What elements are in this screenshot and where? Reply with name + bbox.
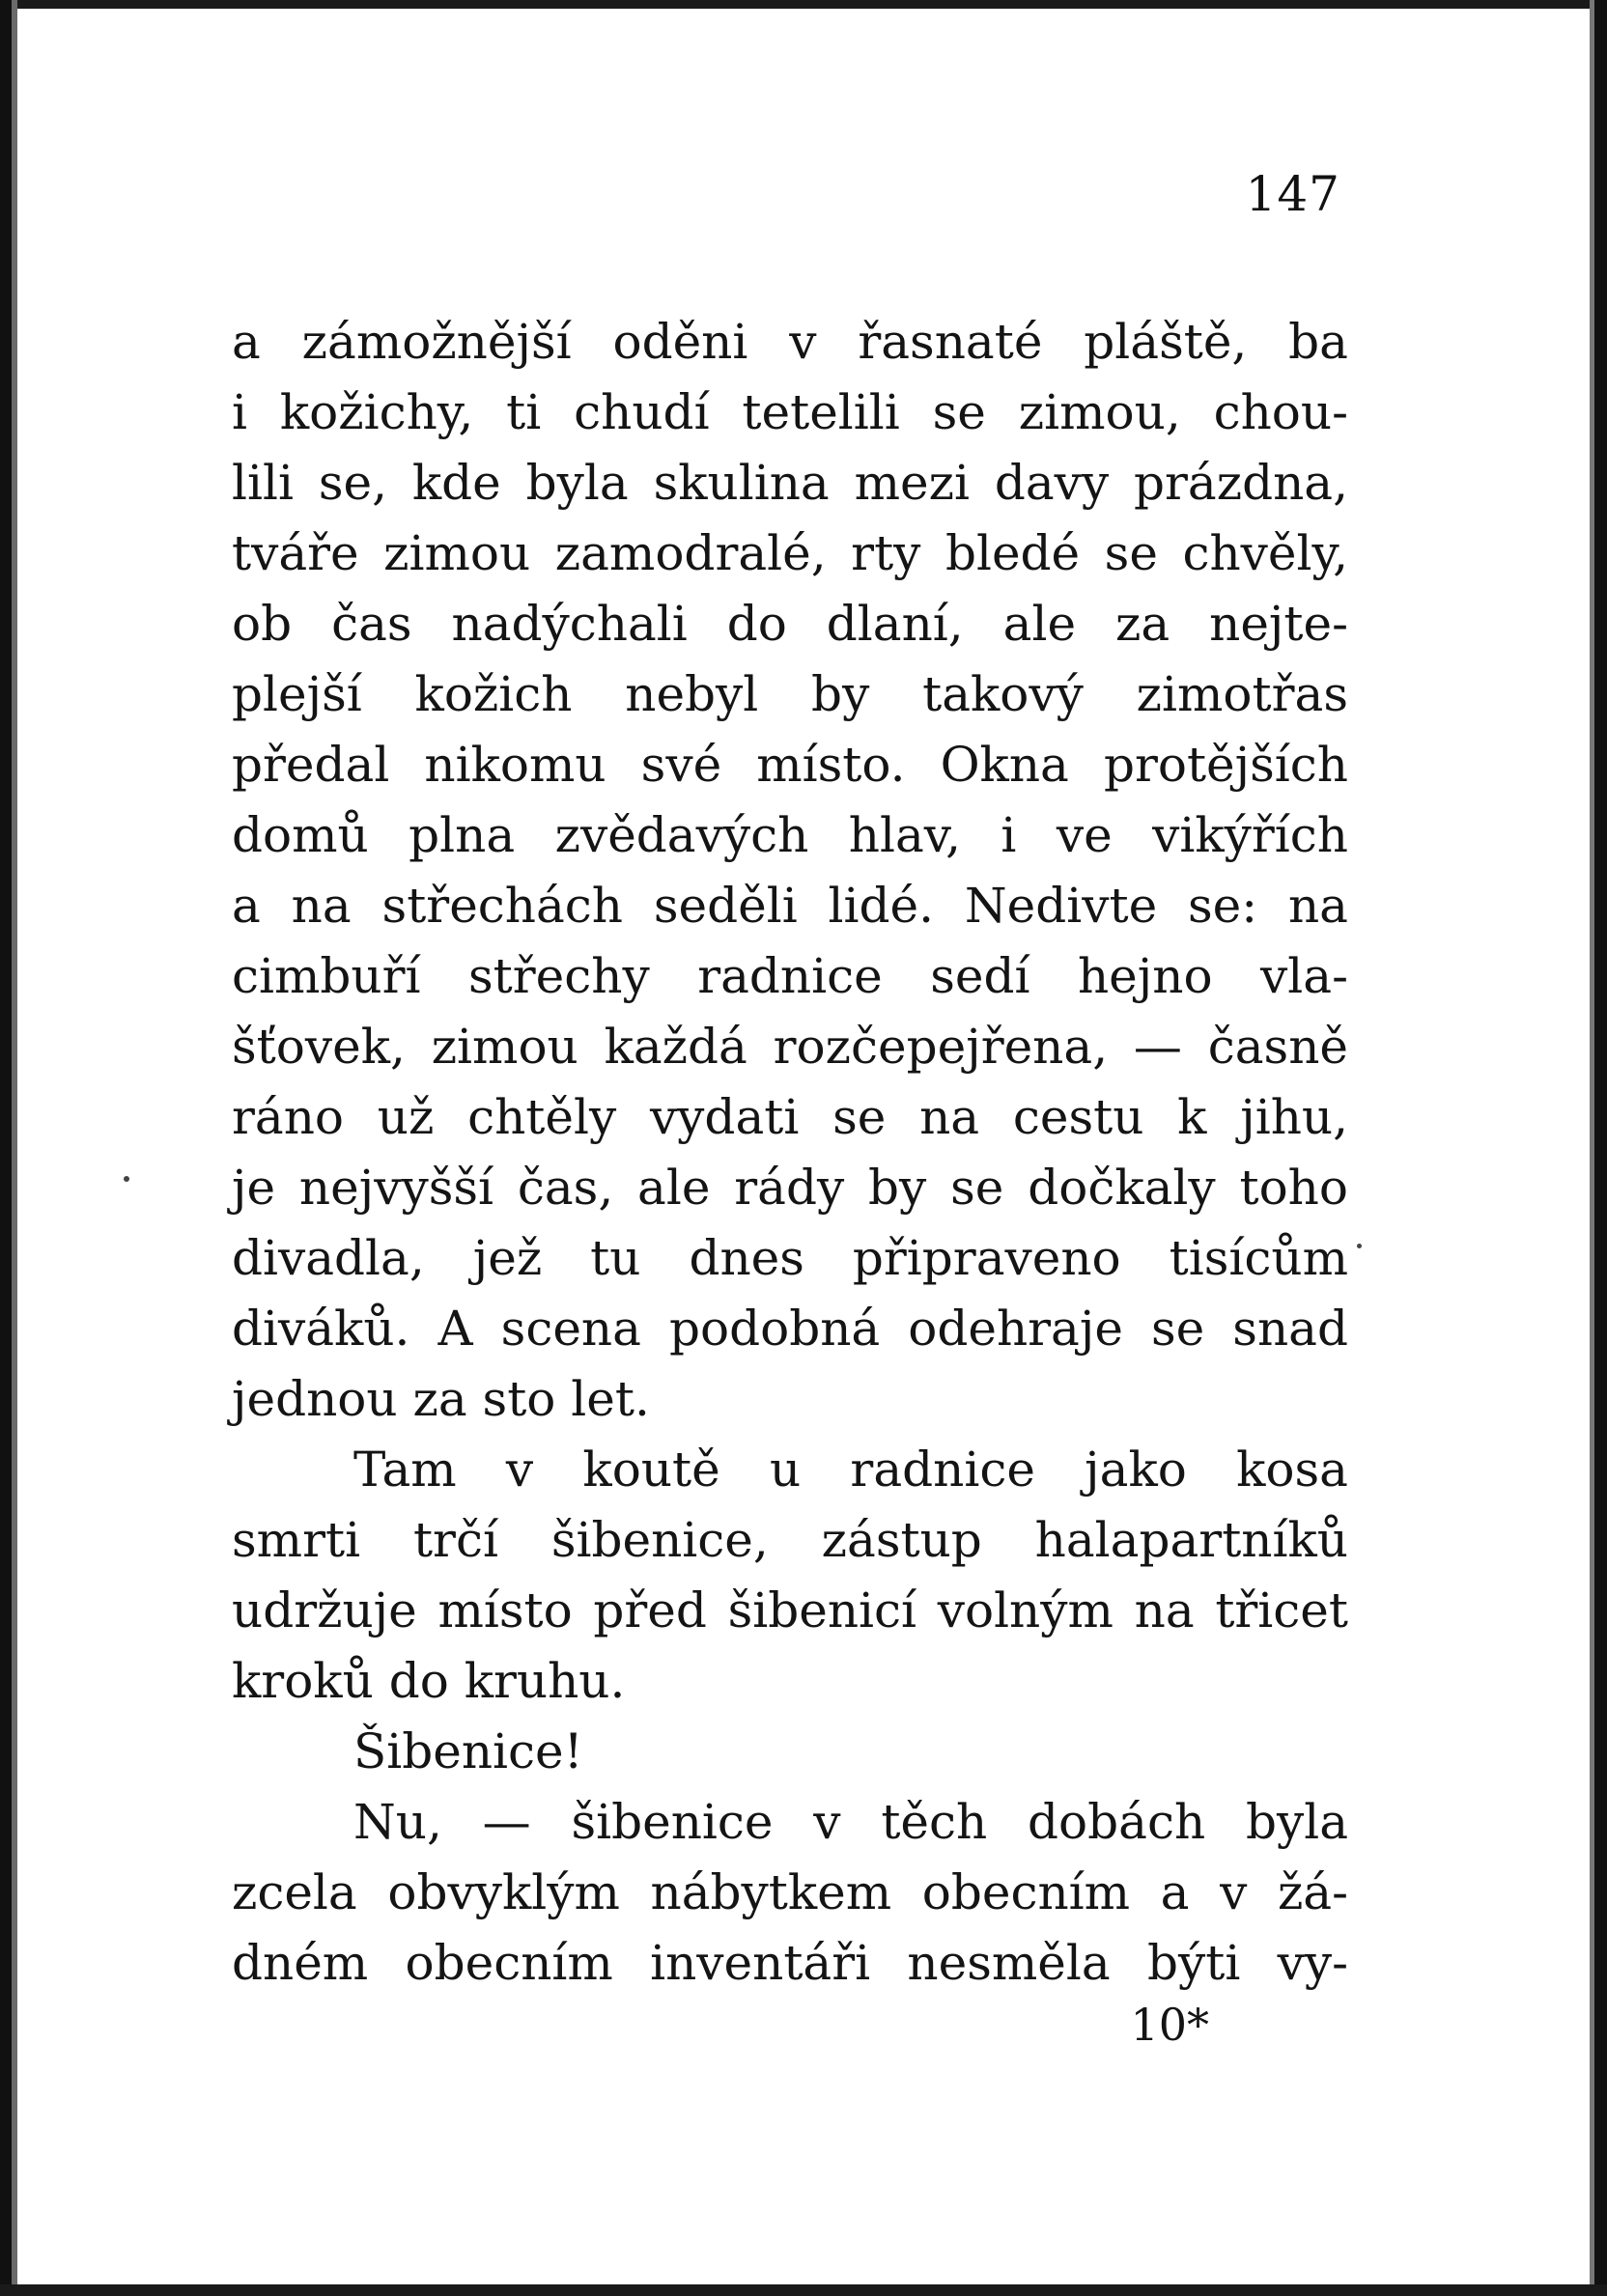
margin-speck <box>124 1176 129 1182</box>
text-line: diváků. A scena podobná odehraje se snad <box>232 1301 1348 1357</box>
paragraph-first-line: Nu, — šibenice v těch dobách byla <box>353 1794 1348 1850</box>
text-line: i kožichy, ti chudí tetelili se zimou, chou- <box>232 384 1348 440</box>
text-line: jednou za sto let. <box>232 1371 650 1427</box>
scan-edge-left-shadow <box>12 0 17 2296</box>
text-line: lili se, kde byla skulina mezi davy prázdna, <box>232 455 1348 511</box>
text-line: ráno už chtěly vydati se na cestu k jihu, <box>232 1089 1348 1145</box>
text-line: domů plna zvědavých hlav, i ve vikýřích <box>232 807 1348 863</box>
scan-edge-right <box>1594 0 1607 2296</box>
text-line: předal nikomu své místo. Okna protějších <box>232 737 1348 793</box>
text-line: cimbuří střechy radnice sedí hejno vla- <box>232 948 1348 1004</box>
scan-edge-bottom <box>0 2284 1607 2296</box>
paragraph-first-line: Tam v koutě u radnice jako kosa <box>353 1442 1348 1498</box>
text-line: udržuje místo před šibenicí volným na třicet <box>232 1582 1348 1638</box>
scan-edge-top <box>0 0 1607 9</box>
text-line: smrti trčí šibenice, zástup halapartníků <box>232 1512 1348 1568</box>
margin-speck <box>1357 1244 1362 1248</box>
text-line: plejší kožich nebyl by takový zimotřas <box>232 666 1348 722</box>
text-line: tváře zimou zamodralé, rty bledé se chvěly, <box>232 525 1348 581</box>
printer-signature-mark: 10* <box>1130 1999 1209 2051</box>
text-line: ob čas nadýchali do dlaní, ale za nejte- <box>232 596 1348 652</box>
text-line: kroků do kruhu. <box>232 1653 626 1709</box>
scan-edge-right-shadow <box>1590 0 1594 2296</box>
text-line: zcela obvyklým nábytkem obecním a v žá- <box>232 1864 1348 1920</box>
text-line: je nejvyšší čas, ale rády by se dočkaly toho <box>232 1160 1348 1216</box>
paragraph-first-line: Šibenice! <box>353 1723 583 1779</box>
body-text <box>232 307 1348 1999</box>
page-number: 147 <box>1245 166 1340 222</box>
scan-edge-left <box>0 0 12 2296</box>
text-line: šťovek, zimou každá rozčepejřena, — časně <box>232 1019 1348 1075</box>
text-line: a na střechách seděli lidé. Nedivte se: na <box>232 878 1348 934</box>
text-line: dném obecním inventáři nesměla býti vy- <box>232 1935 1348 1991</box>
text-line: divadla, jež tu dnes připraveno tisícům <box>232 1230 1348 1286</box>
text-line: a zámožnější oděni v řasnaté pláště, ba <box>232 314 1348 370</box>
